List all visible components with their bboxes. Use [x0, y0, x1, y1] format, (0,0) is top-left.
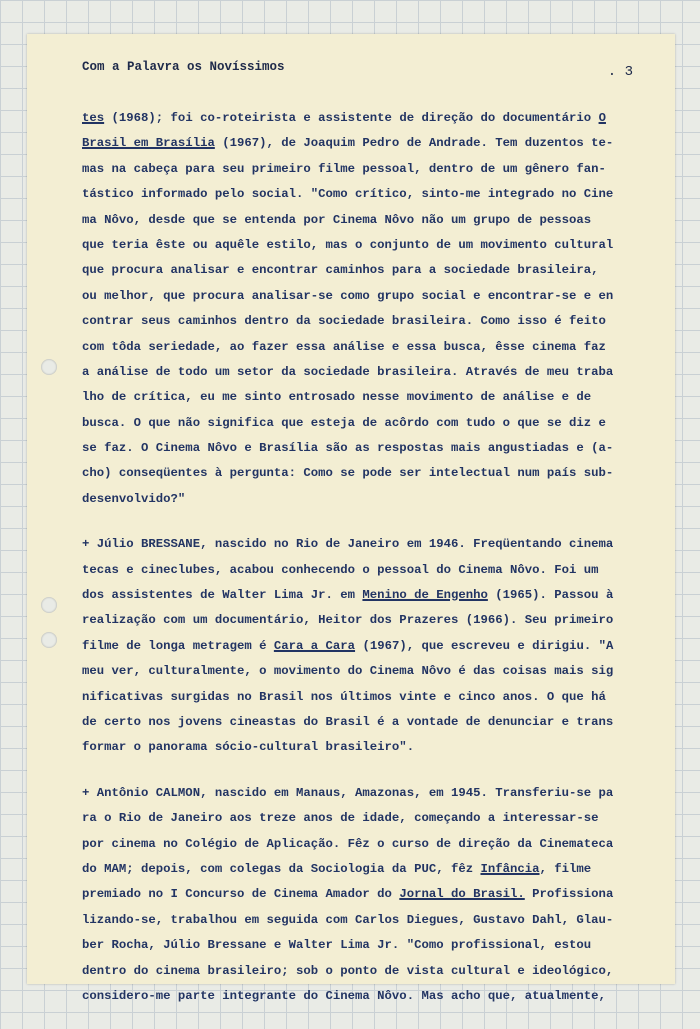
- line-text: (1968); foi co-roteirista e assistente de direção do documentário: [104, 111, 599, 125]
- line-text: Profissiona: [524, 887, 614, 902]
- line-text: meu ver, culturalmente, o movimento do Cinema Nôvo é das coisas mais sig: [82, 664, 614, 679]
- text-line: [82, 487, 627, 512]
- line-text: a análise de todo um setor da sociedade brasileira. Através de meu traba: [82, 364, 614, 379]
- typed-page: [27, 34, 675, 1003]
- text-line: [82, 659, 627, 684]
- line-text: ber Rocha, Júlio Bressane e Walter Lima Jr. "Como profissional, estou: [82, 938, 592, 953]
- text-line: [82, 335, 627, 360]
- paragraph: [82, 532, 627, 761]
- line-text: tástico informado pelo social. "Como crítico, sinto-me integrado no Cine: [82, 187, 614, 202]
- text-line: [82, 411, 627, 436]
- line-text: cho) conseqüentes à pergunta: Como se pode ser intelectual num país sub-: [82, 466, 614, 481]
- text-line: [82, 908, 627, 933]
- text-line: [82, 436, 627, 461]
- line-text: ma Nôvo, desde que se entenda por Cinema Nôvo não um grupo de pessoas: [82, 212, 592, 227]
- text-line: [82, 258, 627, 283]
- underlined-title: Infância: [480, 861, 540, 876]
- line-text: considero-me parte integrante do Cinema Nôvo. Mas acho que, atualmente,: [82, 988, 606, 1003]
- line-text: premiado no I Concurso de Cinema Amador do: [82, 887, 400, 902]
- binder-hole: [41, 597, 57, 613]
- line-text: se faz. O Cinema Nôvo e Brasília são as respostas mais angustiadas e (a-: [82, 441, 614, 456]
- text-line: [82, 583, 627, 608]
- line-text: (1967), que escreveu e dirigiu. "A: [355, 638, 614, 653]
- line-text: tecas e cineclubes, acabou conhecendo o pessoal do Cinema Nôvo. Foi um: [82, 562, 599, 577]
- paragraph: [82, 106, 627, 512]
- line-text: (1967), de Joaquim Pedro de Andrade. Tem duzentos te-: [214, 136, 614, 151]
- line-text: (1965). Passou à: [487, 588, 614, 603]
- text-line: [82, 309, 627, 334]
- text-line: [82, 182, 627, 207]
- underlined-title: Jornal do Brasil.: [399, 887, 525, 902]
- text-line: [82, 959, 627, 984]
- text-line: [82, 933, 627, 958]
- text-line: [82, 685, 627, 710]
- line-text: de certo nos jovens cineastas do Brasil é a vontade de denunciar e trans: [82, 714, 614, 729]
- underlined-title: O: [598, 111, 606, 125]
- underlined-title: Menino de Engenho: [362, 588, 488, 603]
- line-text: formar o panorama sócio-cultural brasileiro".: [82, 740, 415, 755]
- line-text: dentro do cinema brasileiro; sob o ponto de vista cultural e ideológico,: [82, 963, 614, 978]
- text-line: [82, 735, 627, 760]
- line-text: ra o Rio de Janeiro aos treze anos de idade, começando a interessar-se: [82, 811, 599, 826]
- text-line: [82, 461, 627, 486]
- text-line: [82, 360, 627, 385]
- line-text: mas na cabeça para seu primeiro filme pessoal, dentro de um gênero fan-: [82, 161, 606, 176]
- binder-hole: [41, 359, 57, 375]
- binder-hole: [41, 632, 57, 648]
- line-text: lizando-se, trabalhou em seguida com Carlos Diegues, Gustavo Dahl, Glau-: [82, 912, 614, 927]
- text-line: [82, 385, 627, 410]
- line-text: contrar seus caminhos dentro da sociedade brasileira. Como isso é feito: [82, 314, 606, 329]
- line-text: que teria êste ou aquêle estilo, mas o conjunto de um movimento cultural: [82, 237, 614, 252]
- line-text: , filme: [539, 861, 592, 876]
- text-line: [82, 558, 627, 583]
- text-line: [82, 208, 627, 233]
- page-body: [82, 106, 627, 1029]
- line-text: que procura analisar e encontrar caminhos para a sociedade brasileira,: [82, 263, 599, 278]
- line-text: realização com um documentário, Heitor dos Prazeres (1966). Seu primeiro: [82, 613, 614, 628]
- text-line: [82, 233, 627, 258]
- line-text: ou melhor, que procura analisar-se como grupo social e encontrar-se e en: [82, 288, 614, 303]
- line-text: dos assistentes de Walter Lima Jr. em: [82, 588, 363, 603]
- underlined-title: tes: [82, 111, 105, 125]
- text-line: [82, 806, 627, 831]
- line-text: por cinema no Colégio de Aplicação. Fêz o curso de direção da Cinemateca: [82, 836, 614, 851]
- text-line: [82, 781, 627, 806]
- page-number: . 3: [607, 64, 633, 80]
- text-line: [82, 634, 627, 659]
- text-line: [82, 984, 627, 1009]
- text-line: [82, 857, 627, 882]
- text-line: [82, 106, 627, 131]
- line-text: + Júlio BRESSANE, nascido no Rio de Janeiro em 1946. Freqüentando cinema: [82, 537, 614, 552]
- text-line: [82, 882, 627, 907]
- text-line: [82, 832, 627, 857]
- underlined-title: Cara a Cara: [273, 638, 356, 653]
- line-text: busca. O que não significa que esteja de acôrdo com tudo o que se diz e: [82, 415, 606, 430]
- text-line: [82, 710, 627, 735]
- text-line: [82, 131, 627, 156]
- line-text: com tôda seriedade, ao fazer essa análise e essa busca, êsse cinema faz: [82, 339, 606, 354]
- underlined-title: Brasil em Brasília: [82, 136, 215, 151]
- line-text: nificativas surgidas no Brasil nos últimos vinte e cinco anos. O que há: [82, 689, 606, 704]
- line-text: do MAM; depois, com colegas da Sociologia da PUC, fêz: [82, 861, 481, 876]
- paragraph: [82, 781, 627, 1010]
- text-line: [82, 532, 627, 557]
- line-text: + Antônio CALMON, nascido em Manaus, Amazonas, em 1945. Transferiu-se pa: [82, 785, 614, 800]
- text-line: [82, 284, 627, 309]
- line-text: desenvolvido?": [82, 491, 186, 506]
- text-line: [82, 608, 627, 633]
- running-header: Com a Palavra os Novíssimos: [82, 60, 285, 74]
- text-line: [82, 157, 627, 182]
- line-text: lho de crítica, eu me sinto entrosado nesse movimento de análise e de: [82, 390, 592, 405]
- line-text: filme de longa metragem é: [82, 638, 274, 653]
